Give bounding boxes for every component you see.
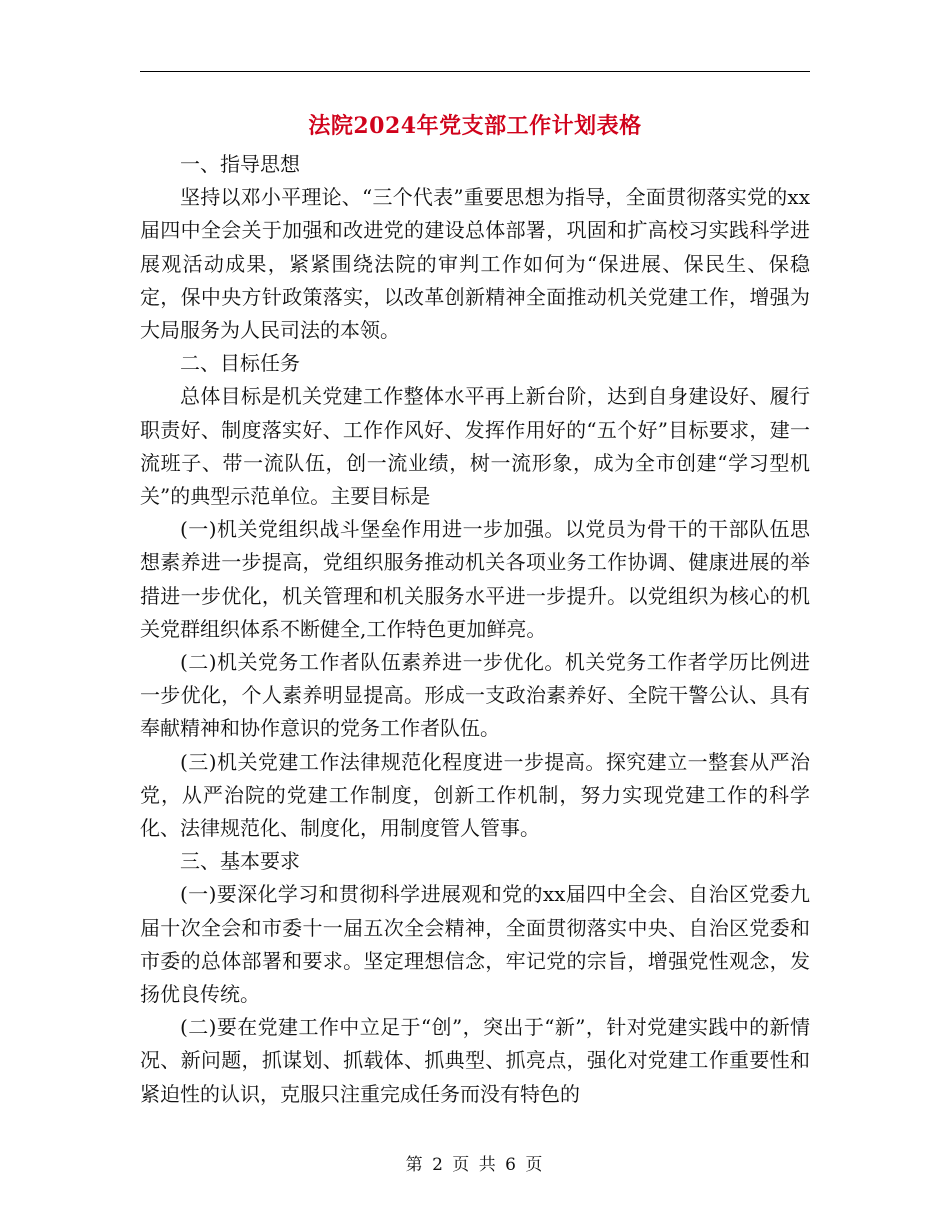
body-paragraph: (一)机关党组织战斗堡垒作用进一步加强。以党员为骨干的干部队伍思想素养进一步提高，党组织服务推动机关各项业务工作协调、健康进展的举措进一步优化，机关管理和机关服务水平进一步提升。以党组织为核心的机关党群组织体系不断健全,工作特色更加鲜亮。 bbox=[140, 517, 810, 641]
section-heading-3: 三、基本要求 bbox=[180, 849, 300, 874]
body-paragraph: 坚持以邓小平理论、“三个代表”重要思想为指导，全面贯彻落实党的xx届四中全会关于加强和改进党的建设总体部署，巩固和扩高校习实践科学进展观活动成果，紧紧围绕法院的审判工作如何为“保进展、保民生、保稳定，保中央方针政策落实，以改革创新精神全面推动机关党建工作，增强为大局服务为人民司法的本领。 bbox=[140, 185, 810, 343]
body-paragraph: (二)机关党务工作者队伍素养进一步优化。机关党务工作者学历比例进一步优化，个人素养明显提高。形成一支政治素养好、全院干警公认、具有奉献精神和协作意识的党务工作者队伍。 bbox=[140, 650, 810, 741]
header-rule bbox=[140, 71, 810, 72]
body-paragraph: (二)要在党建工作中立足于“创”，突出于“新”，针对党建实践中的新情况、新问题，抓谋划、抓载体、抓典型、抓亮点，强化对党建工作重要性和紧迫性的认识，克服只注重完成任务而没有特色的 bbox=[140, 1015, 810, 1106]
section-heading-2: 二、目标任务 bbox=[180, 351, 300, 376]
section-heading-1: 一、指导思想 bbox=[180, 152, 300, 176]
body-paragraph: 总体目标是机关党建工作整体水平再上新台阶，达到自身建设好、履行职责好、制度落实好、工作作风好、发挥作用好的“五个好”目标要求，建一流班子、带一流队伍，创一流业绩，树一流形象，成为全市创建“学习型机关”的典型示范单位。主要目标是 bbox=[140, 384, 810, 509]
document-title: 法院2024年党支部工作计划表格 bbox=[308, 113, 642, 139]
page-number: 第 2 页 共 6 页 bbox=[405, 1155, 545, 1175]
body-paragraph: (三)机关党建工作法律规范化程度进一步提高。探究建立一整套从严治党，从严治院的党建工作制度，创新工作机制，努力实现党建工作的科学化、法律规范化、制度化，用制度管人管事。 bbox=[140, 749, 810, 841]
body-paragraph: (一)要深化学习和贯彻科学进展观和党的xx届四中全会、自治区党委九届十次全会和市委十一届五次全会精神，全面贯彻落实中央、自治区党委和市委的总体部署和要求。坚定理想信念，牢记党的宗旨，增强党性观念，发扬优良传统。 bbox=[140, 882, 810, 1007]
document-body bbox=[140, 148, 810, 1111]
